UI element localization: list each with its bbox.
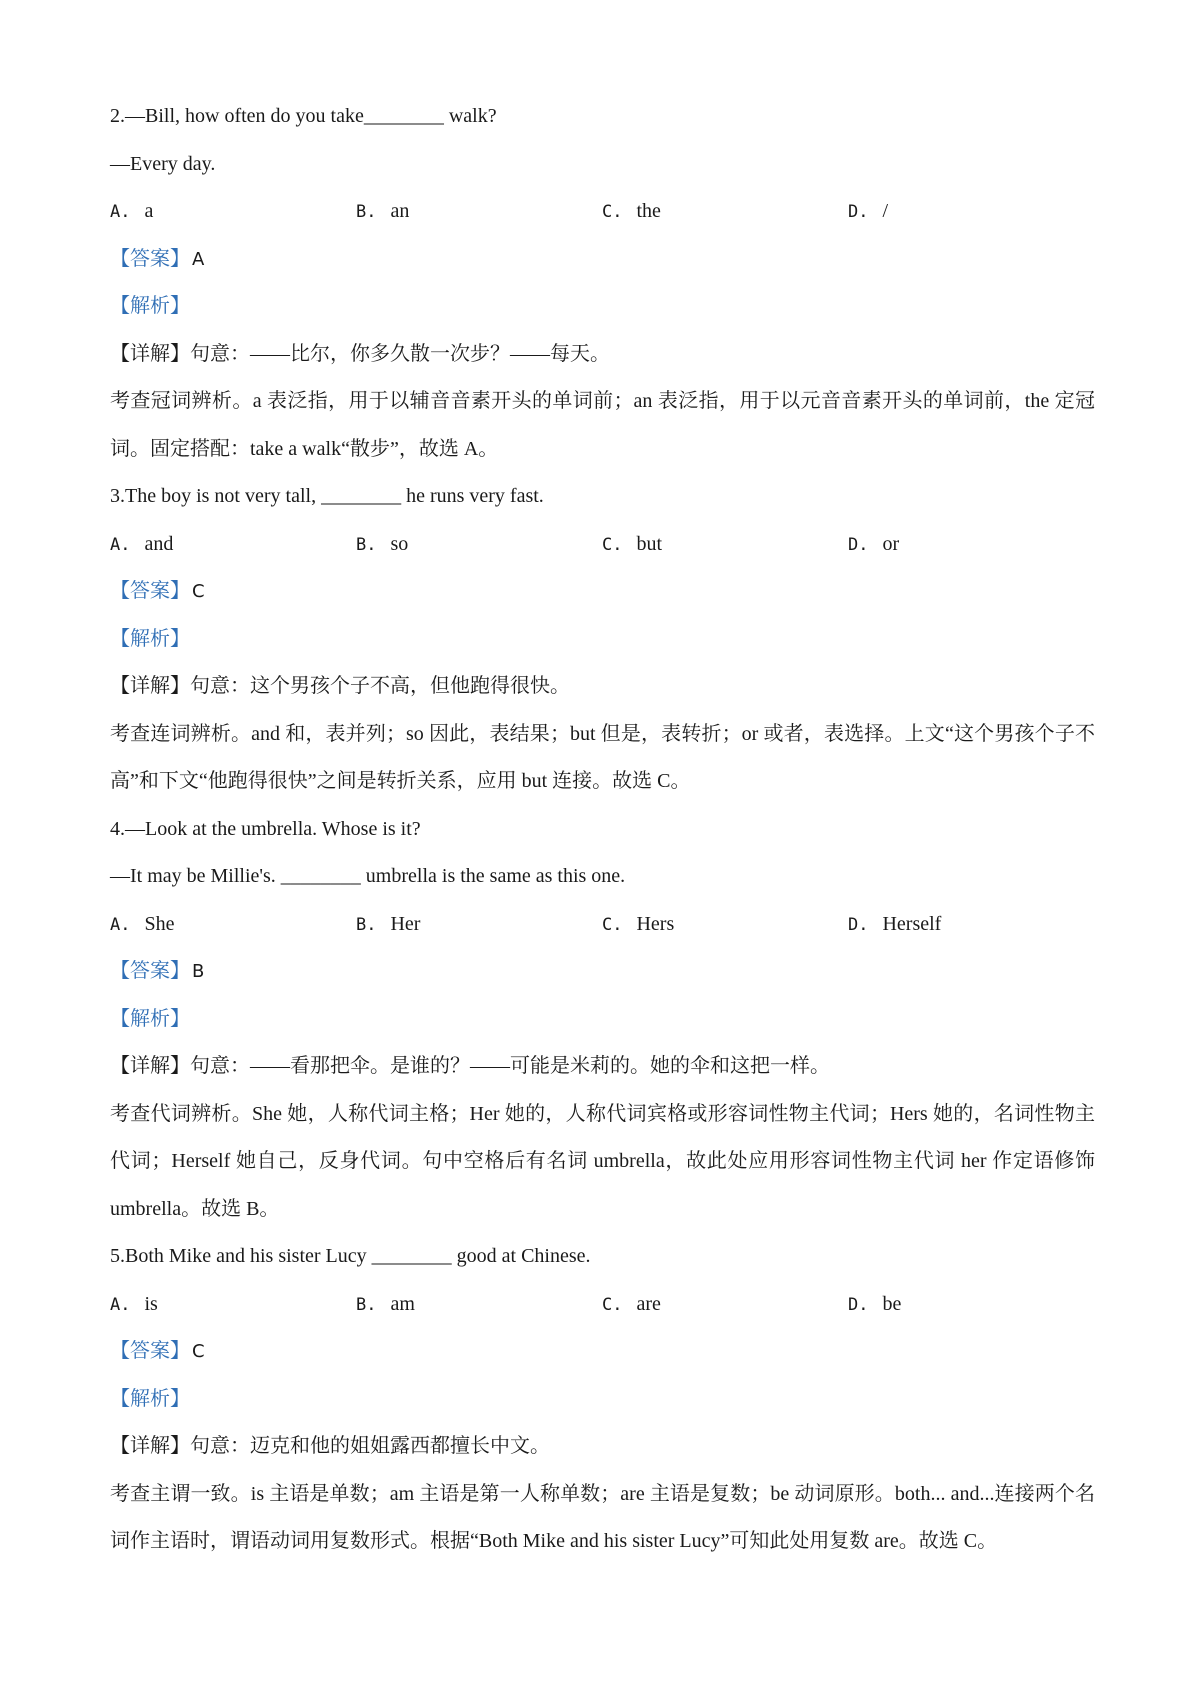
option-letter: D. <box>848 534 869 555</box>
option-letter: A. <box>110 202 131 222</box>
option-b <box>356 188 602 236</box>
option-text: but <box>636 532 663 555</box>
option-a <box>110 901 356 949</box>
option-text: or <box>882 532 900 555</box>
question-stem: 4.—Look at the umbrella. Whose is it? <box>110 817 421 840</box>
option-a <box>110 188 356 236</box>
answer-value: B <box>192 961 205 982</box>
question-stem-reply: —It may be Millie's. ________ umbrella is the same as this one. <box>110 865 626 887</box>
option-letter: D. <box>848 914 869 935</box>
question-4 <box>110 806 1095 1234</box>
analysis-label: 【解析】 <box>110 1387 190 1410</box>
option-b <box>356 521 602 569</box>
option-letter: C. <box>602 534 623 555</box>
answer-value: C <box>192 1341 205 1362</box>
option-a <box>110 521 356 569</box>
analysis-label: 【解析】 <box>110 1007 190 1030</box>
option-text: an <box>390 200 410 222</box>
detail-translation: 【详解】句意：——比尔，你多久散一次步？——每天。 <box>110 342 610 365</box>
option-letter: B. <box>356 534 377 555</box>
detail-translation: 【详解】句意：——看那把伞。是谁的？——可能是米莉的。她的伞和这把一样。 <box>110 1055 830 1077</box>
option-letter: C. <box>602 914 623 935</box>
answer-options <box>110 188 1095 236</box>
question-stem: 2.—Bill, how often do you take________ walk? <box>110 105 497 127</box>
answer-label: 【答案】 <box>110 247 190 270</box>
option-text: a <box>144 200 154 222</box>
option-letter: B. <box>356 202 377 222</box>
option-text: is <box>144 1292 158 1315</box>
option-text: Her <box>390 912 421 935</box>
option-b <box>356 1281 602 1329</box>
answer-value: A <box>192 248 205 270</box>
option-letter: C. <box>602 1294 623 1315</box>
option-letter: A. <box>110 914 131 935</box>
answer-line <box>110 1328 1095 1376</box>
option-text: She <box>144 912 175 935</box>
question-3 <box>110 473 1095 806</box>
answer-line <box>110 568 1095 616</box>
answer-label: 【答案】 <box>110 1340 190 1362</box>
page-content <box>110 93 1095 1566</box>
option-c <box>602 1281 848 1329</box>
option-letter: D. <box>848 1294 869 1315</box>
option-d <box>848 521 1094 569</box>
answer-label: 【答案】 <box>110 580 190 602</box>
option-text: am <box>390 1292 415 1315</box>
option-letter: B. <box>356 914 377 935</box>
option-letter: B. <box>356 1294 377 1315</box>
question-stem: 5.Both Mike and his sister Lucy ________ good at Chinese. <box>110 1245 591 1267</box>
answer-line <box>110 236 1095 284</box>
option-text: and <box>144 532 174 555</box>
option-c <box>602 521 848 569</box>
option-c <box>602 901 848 949</box>
option-text: Hers <box>636 912 675 935</box>
explanation: 考查冠词辨析。a 表泛指，用于以辅音音素开头的单词前；an 表泛指，用于以元音音素开头的单词前，the 定冠词。固定搭配：take a walk“散步”，故选 A。 <box>110 390 1095 460</box>
option-a <box>110 1281 356 1329</box>
option-b <box>356 901 602 949</box>
explanation: 考查代词辨析。She 她，人称代词主格；Her 她的，人称代词宾格或形容词性物主代词；Hers 她的，名词性物主代词；Herself 她自己，反身代词。句中空格后有名词 umbrella，故此处应用形容词性物主代词 her 作定语修饰 umbrella。故选 B。 <box>110 1102 1095 1220</box>
question-stem-reply: —Every day. <box>110 152 216 175</box>
explanation: 考查连词辨析。and 和，表并列；so 因此，表结果；but 但是，表转折；or 或者，表选择。上文“这个男孩个子不高”和下文“他跑得很快”之间是转折关系，应用 but 连接。故选 C。 <box>110 722 1095 792</box>
question-5 <box>110 1233 1095 1566</box>
explanation: 考查主谓一致。is 主语是单数；am 主语是第一人称单数；are 主语是复数；be 动词原形。both... and...连接两个名词作主语时，谓语动词用复数形式。根据“Both Mike and his sister Lucy”可知此处用复数 are。故选 C。 <box>110 1482 1095 1552</box>
option-text: the <box>636 200 661 222</box>
answer-label: 【答案】 <box>110 960 190 982</box>
detail-translation: 【详解】句意：迈克和他的姐姐露西都擅长中文。 <box>110 1435 550 1457</box>
option-letter: A. <box>110 1294 131 1315</box>
option-letter: C. <box>602 202 623 222</box>
answer-line <box>110 948 1095 996</box>
answer-options <box>110 521 1095 569</box>
detail-translation: 【详解】句意：这个男孩个子不高，但他跑得很快。 <box>110 675 570 697</box>
option-d <box>848 1281 1094 1329</box>
option-letter: D. <box>848 202 869 222</box>
option-text: Herself <box>882 912 942 935</box>
option-d <box>848 188 1094 236</box>
option-text: are <box>636 1292 661 1315</box>
question-2 <box>110 93 1095 473</box>
analysis-label: 【解析】 <box>110 627 190 650</box>
option-d <box>848 901 1094 949</box>
option-c <box>602 188 848 236</box>
answer-options <box>110 1281 1095 1329</box>
question-stem: 3.The boy is not very tall, ________ he runs very fast. <box>110 485 544 507</box>
option-text: / <box>882 200 889 222</box>
option-text: be <box>882 1292 902 1315</box>
answer-options <box>110 901 1095 949</box>
option-letter: A. <box>110 534 131 555</box>
option-text: so <box>390 532 409 555</box>
analysis-label: 【解析】 <box>110 295 190 317</box>
answer-value: C <box>192 581 205 602</box>
